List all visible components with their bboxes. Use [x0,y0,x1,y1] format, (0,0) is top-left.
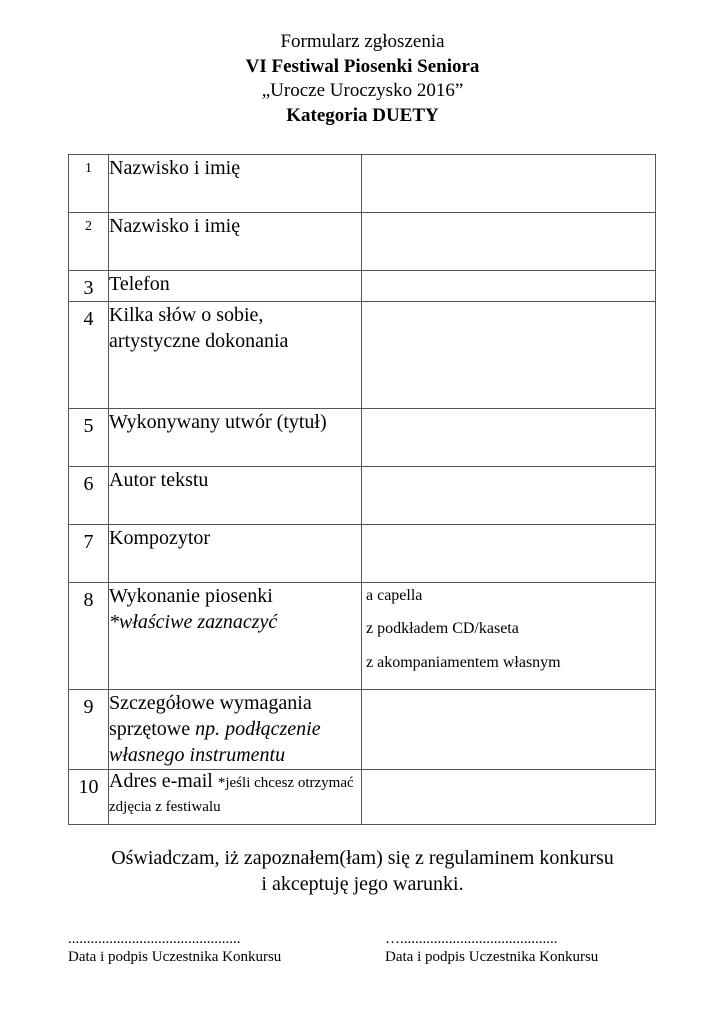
category-title: Kategoria DUETY [286,104,439,126]
email-field[interactable] [362,770,656,825]
row-label: Telefon [109,271,362,302]
row-label-line: Wykonanie piosenki [109,585,273,607]
row-label: Autor tekstu [109,467,362,525]
signature-line[interactable]: .............................................. [68,931,241,947]
table-row [69,525,656,583]
row-label: Kompozytor [109,525,362,583]
table-row [69,302,656,409]
performance-options [362,583,656,690]
table-row [69,583,656,690]
signature-left [68,930,281,966]
declaration-line: i akceptuję jego warunki. [261,873,464,895]
row-label [109,583,362,690]
option-own-accompaniment[interactable]: z akompaniamentem własnym [366,654,561,671]
option-a-capella[interactable]: a capella [366,587,423,604]
row-label-example: np. podłączenie własnego instrumentu [109,718,321,766]
signature-caption: Data i podpis Uczestnika Konkursu [385,949,599,965]
festival-subtitle: „Urocze Uroczysko 2016” [261,80,464,101]
row-number: 8 [69,583,109,690]
table-row [69,271,656,302]
festival-name: VI Festiwal Piosenki Seniora [245,55,480,77]
row-label-line: Kilka słów o sobie, [109,304,264,326]
row-number: 3 [69,271,109,302]
row-label [109,302,362,409]
row-label-line: artystyczne dokonania [109,330,289,352]
row-label [109,770,362,825]
row-number: 5 [69,409,109,467]
signature-caption: Data i podpis Uczestnika Konkursu [68,949,282,965]
row-label [109,690,362,770]
row-label-text: Adres e-mail [109,770,213,792]
declaration [0,845,725,897]
equipment-field[interactable] [362,690,656,770]
lyrics-author-field[interactable] [362,467,656,525]
row-number: 6 [69,467,109,525]
application-form-table [68,154,656,825]
row-number: 2 [69,213,109,271]
row-label-text: Szczegółowe wymagania sprzętowe [109,692,312,740]
table-row [69,409,656,467]
table-row [69,690,656,770]
name-1-field[interactable] [362,155,656,213]
signature-right [385,930,598,966]
row-label: Nazwisko i imię [109,155,362,213]
name-2-field[interactable] [362,213,656,271]
form-title: Formularz zgłoszenia [280,31,445,52]
row-note: *właściwe zaznaczyć [109,611,278,633]
option-backing-track[interactable]: z podkładem CD/kaseta [366,620,519,637]
row-number: 4 [69,302,109,409]
table-row [69,770,656,825]
composer-field[interactable] [362,525,656,583]
signature-line[interactable]: ….......................................... [385,931,558,947]
table-row [69,213,656,271]
table-row [69,155,656,213]
table-row [69,467,656,525]
row-number: 10 [69,770,109,825]
row-number: 1 [69,155,109,213]
row-number: 9 [69,690,109,770]
declaration-line: Oświadczam, iż zapoznałem(łam) się z regulaminem konkursu [111,847,614,869]
row-number: 7 [69,525,109,583]
song-title-field[interactable] [362,409,656,467]
row-note: *jeśli chcesz otrzymać zdjęcia z festiwalu [109,775,354,815]
about-field[interactable] [362,302,656,409]
phone-field[interactable] [362,271,656,302]
row-label: Wykonywany utwór (tytuł) [109,409,362,467]
form-header [0,30,725,128]
row-label: Nazwisko i imię [109,213,362,271]
